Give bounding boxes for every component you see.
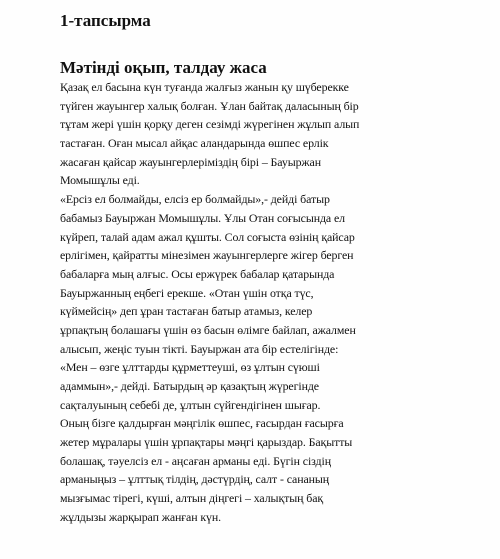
text-line: бабаларға мың алғыс. Осы ержүрек бабалар қатарында bbox=[60, 266, 335, 281]
body-text bbox=[60, 78, 500, 527]
text-line: тұтам жері үшін қорқу деген сезімді жүрегінен жұлып алып bbox=[60, 117, 360, 132]
text-line: адаммын»,- дейді. Батырдың әр қазақтың жүрегінде bbox=[60, 379, 319, 393]
text-line: жұлдызы жарқырап жанған күн. bbox=[60, 509, 222, 524]
text-line: ерлігімен, қайратты мінезімен жауынгерлерге жігер берген bbox=[60, 248, 354, 263]
task-title: 1-тапсырма bbox=[60, 11, 151, 30]
text-line: жасаған қайсар жауынгерлеріміздің бірі – Бауыржан bbox=[60, 154, 321, 169]
text-subtitle: Мәтінді оқып, талдау жаса bbox=[60, 58, 267, 77]
text-line: күйреп, талай адам ажал құшты. Сол соғыста өзінің қайсар bbox=[60, 229, 355, 244]
text-line: Момышұлы еді. bbox=[60, 173, 140, 188]
text-line: ұрпақтың болашағы үшін өз басын өлімге байлап, ажалмен bbox=[60, 322, 356, 337]
text-line: түйген жауынгер халық болған. Ұлан байтақ даласының бір bbox=[60, 98, 359, 113]
text-line: жетер мұралары үшін ұрпақтары мәңгі қарыздар. Бақытты bbox=[60, 435, 353, 450]
text-line: арманыңыз – ұлттық тілдің, дәстүрдің, салт - сананың bbox=[60, 472, 330, 487]
text-line: мызғымас тірегі, күші, алтын діңгегі – халықтың бақ bbox=[60, 491, 324, 506]
text-line: «Мен – өзге ұлттарды құрметтеуші, өз ұлтын сүюші bbox=[60, 360, 320, 375]
text-line: алысып, жеңіс туын тікті. Бауыржан ата бір естелігінде: bbox=[60, 341, 339, 356]
text-line: сақталуының себебі де, ұлтын сүйгендігінен шығар. bbox=[60, 397, 321, 412]
text-line: Оның бізге қалдырған мәңгілік өшпес, ғасырдан ғасырға bbox=[60, 416, 344, 431]
text-line: «Ерсіз ел болмайды, елсіз ер болмайды»,- дейді батыр bbox=[60, 192, 330, 207]
text-line: Қазақ ел басына күн туғанда жалғыз жанын қу шүберекке bbox=[60, 80, 349, 94]
text-line: күймейсің» деп ұран тастаған батыр атамыз, келер bbox=[60, 304, 313, 319]
text-line: тастаған. Оған мысал айқас аландарында өшпес ерлік bbox=[60, 136, 329, 151]
text-line: болашақ, тәуелсіз ел - аңсаған арманы еді. Бүгін сіздің bbox=[60, 453, 331, 468]
text-line: бабамыз Бауыржан Момышұлы. Ұлы Отан соғысында ел bbox=[60, 210, 345, 225]
text-line: Бауыржанның еңбегі ерекше. «Отан үшін отқа түс, bbox=[60, 285, 314, 300]
